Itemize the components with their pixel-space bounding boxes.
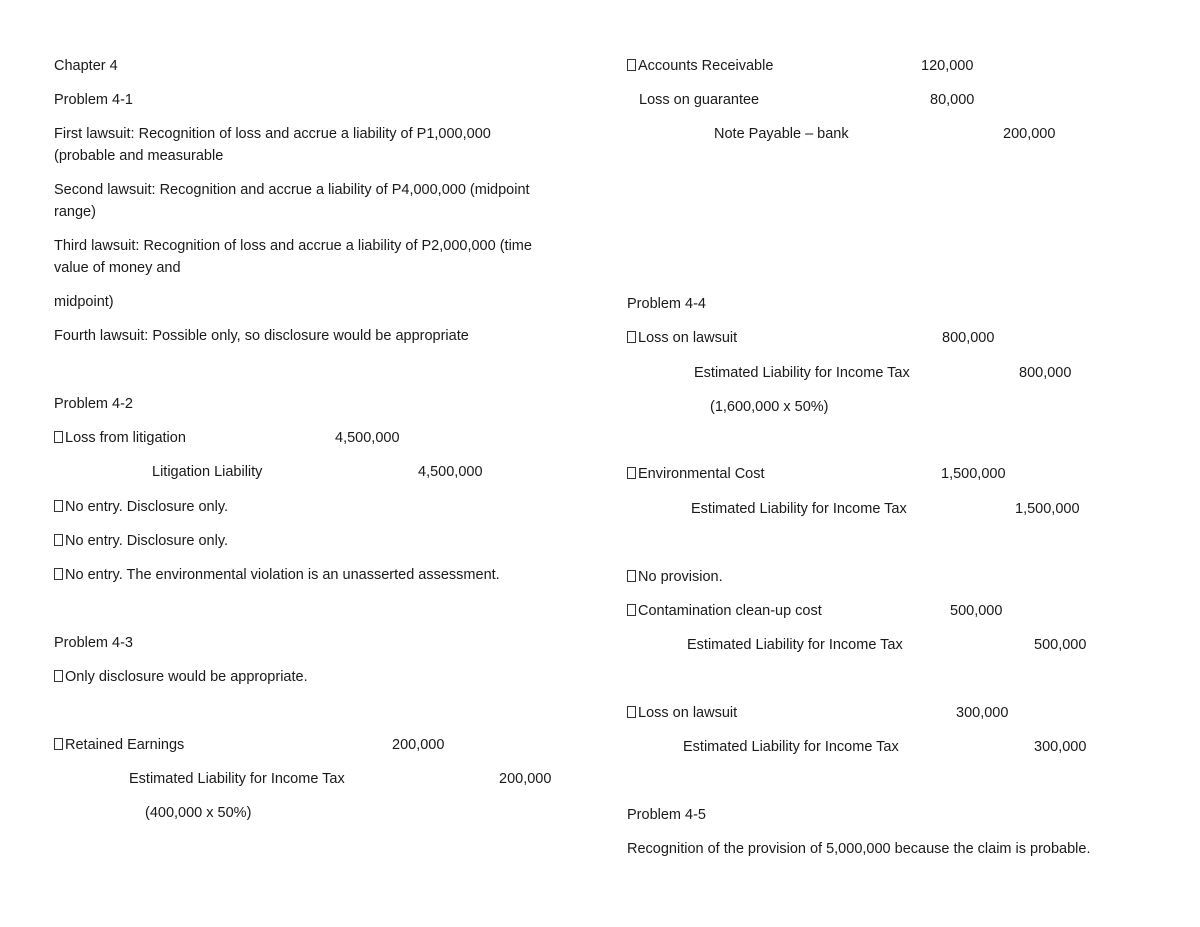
third-lawsuit-continuation: midpoint) [54,294,114,310]
list-item: No entry. The environmental violation is an unasserted assessment. [54,564,500,586]
computation-note: (400,000 x 50%) [145,805,252,821]
journal-entry-debit-account [54,427,186,449]
journal-entry-credit-account: Estimated Liability for Income Tax [129,771,345,787]
credit-amount: 4,500,000 [418,464,483,480]
problem-4-5-text: Recognition of the provision of 5,000,000 because the claim is probable. [627,841,1091,857]
bullet-box-icon [54,738,63,750]
list-item: No entry. Disclosure only. [54,496,228,518]
bullet-box-icon [627,59,636,71]
bullet-box-icon [54,670,63,682]
debit-amount: 80,000 [930,92,975,108]
debit-amount: 200,000 [392,737,445,753]
list-item: No entry. Disclosure only. [54,530,228,552]
bullet-box-icon [54,431,63,443]
journal-entry-credit-account: Estimated Liability for Income Tax [683,739,899,755]
bullet-box-icon [54,568,63,580]
list-item: No provision. [627,566,723,588]
chapter-heading: Chapter 4 [54,58,118,74]
journal-entry-debit-account: Retained Earnings [54,734,184,756]
journal-entry-credit-account: Estimated Liability for Income Tax [687,637,903,653]
bullet-box-icon [54,534,63,546]
credit-amount: 200,000 [1003,126,1056,142]
problem-4-2-title: Problem 4-2 [54,396,133,412]
journal-entry-credit-account: Estimated Liability for Income Tax [694,365,910,381]
debit-amount: 800,000 [942,330,995,346]
third-lawsuit-text: Third lawsuit: Recognition of loss and accrue a liability of P2,000,000 (time value of money and [54,238,532,276]
bullet-box-icon [627,467,636,479]
debit-amount: 1,500,000 [941,466,1006,482]
account-name: Loss from litigation [65,430,186,446]
credit-amount: 800,000 [1019,365,1072,381]
problem-4-3-title: Problem 4-3 [54,635,133,651]
bullet-box-icon [627,331,636,343]
first-lawsuit-text: First lawsuit: Recognition of loss and accrue a liability of P1,000,000 (probable and measurable [54,126,491,164]
journal-entry-debit-account: Loss on lawsuit [627,327,737,349]
journal-entry-credit-account: Litigation Liability [152,464,263,480]
journal-entry-debit-account: Accounts Receivable [627,55,773,77]
journal-entry-debit-account: Loss on guarantee [639,92,760,108]
problem-4-5-title: Problem 4-5 [627,807,706,823]
journal-entry-credit-account: Note Payable – bank [714,126,849,142]
journal-entry-debit-account: Contamination clean-up cost [627,600,822,622]
fourth-lawsuit-text: Fourth lawsuit: Possible only, so disclosure would be appropriate [54,328,469,344]
debit-amount: 4,500,000 [335,430,400,446]
bullet-box-icon [627,706,636,718]
debit-amount: 500,000 [950,603,1003,619]
credit-amount: 500,000 [1034,637,1087,653]
problem-4-1-title: Problem 4-1 [54,92,133,108]
credit-amount: 1,500,000 [1015,501,1080,517]
bullet-box-icon [627,570,636,582]
bullet-box-icon [627,604,636,616]
journal-entry-credit-account: Estimated Liability for Income Tax [691,501,907,517]
problem-4-4-title: Problem 4-4 [627,296,706,312]
credit-amount: 300,000 [1034,739,1087,755]
bullet-box-icon [54,500,63,512]
computation-note: (1,600,000 x 50%) [710,399,829,415]
second-lawsuit-text: Second lawsuit: Recognition and accrue a liability of P4,000,000 (midpoint range) [54,182,530,220]
list-item: Only disclosure would be appropriate. [54,666,308,688]
debit-amount: 300,000 [956,705,1009,721]
debit-amount: 120,000 [921,58,974,74]
journal-entry-debit-account: Loss on lawsuit [627,702,737,724]
journal-entry-debit-account: Environmental Cost [627,463,765,485]
credit-amount: 200,000 [499,771,552,787]
